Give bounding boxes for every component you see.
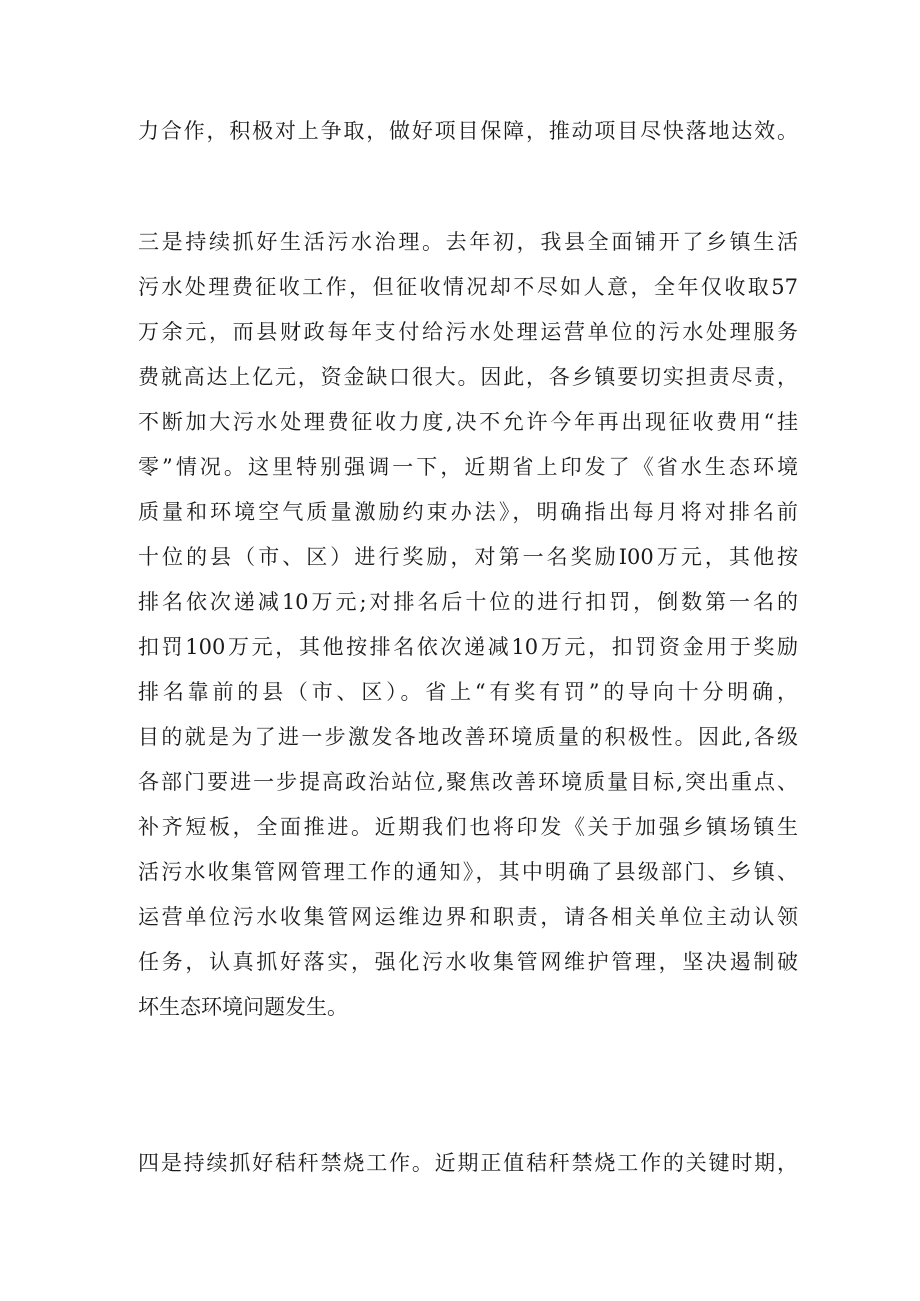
paragraph-2-line-15: 活污水收集管网管理工作的通知》，其中明确了县级部门、乡镇、 bbox=[138, 860, 798, 884]
paragraph-2-line-10: 扣罚100万元，其他按排名依次递减10万元，扣罚资金用于奖励 bbox=[138, 635, 798, 659]
paragraph-2-line-17: 任务，认真抓好落实，强化污水收集管网维护管理，坚决遏制破 bbox=[138, 950, 798, 974]
paragraph-2-line-11: 排名靠前的县（市、区）。省上“有奖有罚”的导向十分明确， bbox=[138, 680, 798, 704]
paragraph-2-line-16: 运营单位污水收集管网运维边界和职责，请各相关单位主动认领 bbox=[138, 905, 798, 929]
paragraph-2-line-13: 各部门要进一步提高政治站位,聚焦改善环境质量目标,突出重点、 bbox=[138, 770, 798, 794]
paragraph-2-line-3: 万余元，而县财政每年支付给污水处理运营单位的污水处理服务 bbox=[138, 320, 798, 344]
paragraph-2-line-5: 不断加大污水处理费征收力度,决不允许今年再出现征收费用“挂 bbox=[138, 410, 798, 434]
paragraph-2-line-8: 十位的县（市、区）进行奖励，对第一名奖励I00万元，其他按 bbox=[138, 545, 798, 569]
paragraph-2-line-9: 排名依次递减10万元;对排名后十位的进行扣罚，倒数第一名的 bbox=[138, 590, 798, 614]
paragraph-2-line-4: 费就高达上亿元，资金缺口很大。因此，各乡镇要切实担责尽责， bbox=[138, 365, 798, 389]
paragraph-2-line-6: 零”情况。这里特别强调一下，近期省上印发了《省水生态环境 bbox=[138, 455, 798, 479]
paragraph-2-line-7: 质量和环境空气质量激励约束办法》，明确指出每月将对排名前 bbox=[138, 500, 798, 524]
paragraph-2-line-18: 坏生态环境问题发生。 bbox=[138, 995, 348, 1019]
paragraph-2-line-2: 污水处理费征收工作，但征收情况却不尽如人意，全年仅收取57 bbox=[138, 275, 798, 299]
paragraph-1-line-1: 力合作，积极对上争取，做好项目保障，推动项目尽快落地达效。 bbox=[138, 119, 798, 143]
paragraph-2-line-1: 三是持续抓好生活污水治理。去年初，我县全面铺开了乡镇生活 bbox=[138, 230, 798, 254]
paragraph-2-line-12: 目的就是为了进一步激发各地改善环境质量的积极性。因此,各级 bbox=[138, 725, 798, 749]
paragraph-2-line-14: 补齐短板，全面推进。近期我们也将印发《关于加强乡镇场镇生 bbox=[138, 815, 798, 839]
paragraph-3-line-1: 四是持续抓好秸秆禁烧工作。近期正值秸秆禁烧工作的关键时期， bbox=[138, 1151, 798, 1175]
